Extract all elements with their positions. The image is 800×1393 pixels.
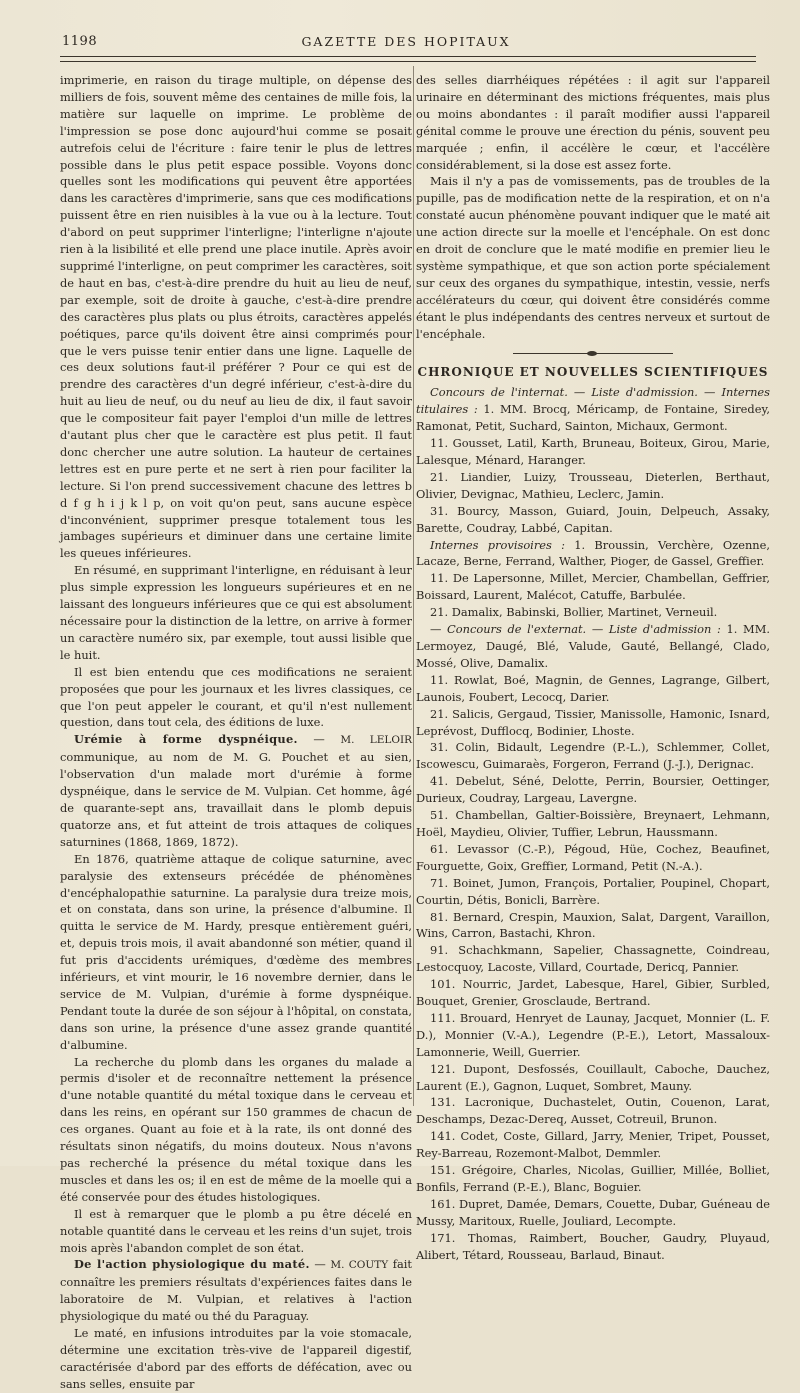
right-column bbox=[416, 72, 770, 1264]
left-column bbox=[60, 72, 412, 1393]
list-entry: 11. De Lapersonne, Millet, Mercier, Chambellan, Geffrier, Boissard, Laurent, Malécot, Catuffe, Barbulée. bbox=[416, 571, 770, 603]
list-entry: 31. Bourcy, Masson, Guiard, Jouin, Delpeuch, Assaky, Barette, Coudray, Labbé, Capitan. bbox=[416, 503, 770, 535]
paragraph: En 1876, quatrième attaque de colique saturnine, avec paralysie des extenseurs précédée de phénomènes d'encéphalopathie saturnine. La paralysie dura treize mois, et on constata, dans son urine, la présence d'albumine. Il quitta le service de M. Hardy, presque entièrement guéri, et, depuis trois mois, il avait abandonné son métier, quand il fut pris d'accidents urémiques, d'œdème des membres inférieurs, et vint mourir, le 16 novembre dernier, dans le service de M. Vulpian, d'urémie à forme dyspnéique. Pendant toute la durée de son séjour à l'hôpital, on constata, dans son urine, la présence d'une assez grande quantité d'albumine. bbox=[60, 851, 412, 1052]
list-entry: 41. Debelut, Séné, Delotte, Perrin, Boursier, Oettinger, Durieux, Coudray, Largeau, Lavergne. bbox=[416, 774, 770, 806]
list-entry: 1. MM. Brocq, Méricamp, de Fontaine, Siredey, Ramonat, Petit, Suchard, Sainton, Michaux, Germont. bbox=[416, 402, 770, 434]
list-entry: 151. Grégoire, Charles, Nicolas, Guillier, Millée, Bolliet, Bonfils, Ferrand (P.-E.), Blanc, Boguier. bbox=[416, 1163, 770, 1194]
internes-provisoires bbox=[416, 537, 770, 571]
article-title-mate: De l'action physiologique du maté. bbox=[74, 1257, 310, 1272]
paragraph: imprimerie, en raison du tirage multiple, on dépense des milliers de fois, souvent même des centaines de mille fois, la matière sur laquelle on imprime. Le problème de l'impression se pose donc aujourd'hui comme se posait autrefois celui de l'écriture : faire tenir le plus de lettres possible dans le plus petit espace possible. Voyons donc quelles sont les modifications qui peuvent être apportées dans les caractères d'imprimerie, sans que ces modifications puissent être en rien nuisibles à la vue ou à la lecture. Tout d'abord on peut supprimer l'interligne; l'interligne n'ajoute rien à la lisibilité et elle prend une place inutile. Après avoir supprimé l'interligne, on peut comprimer les caractères, soit de haut en bas, c'est-à-dire prendre du huit au lieu de neuf, par exemple, soit de droite à gauche, c'est-à-dire prendre des caractères plus plats ou plus étroits, caractères appelés poétiques, parce qu'ils doivent être ainsi comprimés pour que le vers puisse tenir entier dans une ligne. Laquelle de ces deux solutions faut-il préférer ? Pour ce qui est de prendre des caractères d'un degré inférieur, c'est-à-dire du huit au lieu de neuf, ou du neuf au lieu de dix, il faut savoir que le compositeur fait payer l'emploi d'un mille de lettres d'autant plus cher que le caractère est plus petit. Il faut donc chercher une autre solution. La hauteur de certaines lettres est en pure perte et ne sert à rien pour faciliter la lecture. Si l'on prend successivement chacune des lettres b d f g h i j k l p, on voit qu'on peut, sans aucune espèce d'inconvénient, supprimer presque totalement tous les jambages supérieurs et diminuer dans une certaine limite les queues inférieures. bbox=[60, 73, 412, 561]
list-entry: 21. Liandier, Luizy, Trousseau, Dieterlen, Berthaut, Olivier, Devignac, Mathieu, Leclerc, Jamin. bbox=[416, 469, 770, 501]
paragraph: Il est à remarquer que le plomb a pu être décelé en notable quantité dans le cerveau et les reins d'un sujet, trois mois après l'abandon complet de son état. bbox=[60, 1206, 412, 1255]
section-separator bbox=[513, 353, 673, 354]
list-entry: 1. MM. Lermoyez, Daugé, Blé, Valude, Gauté, Bellangé, Clado, Mossé, Olive, Damalix. bbox=[416, 622, 770, 670]
paragraph: des selles diarrhéiques répétées : il agit sur l'appareil urinaire en déterminant des mictions fréquentes, mais plus ou moins abondantes : il paraît modifier aussi l'appareil génital comme le prouve une érection du pénis, souvent peu marquée ; enfin, il accélère le cœur, et l'accélère considérablement, si la dose est assez forte. bbox=[416, 73, 770, 172]
paragraph: Le maté, en infusions introduites par la voie stomacale, détermine une excitation très-vive de l'appareil digestif, caractérisée d'abord par des efforts de défécation, avec ou sans selles, ensuite par bbox=[60, 1326, 412, 1391]
concours-label: Concours de l'internat. — Liste d'admission. — Internes titulaires : bbox=[416, 385, 770, 417]
paragraph: Mais il n'y a pas de vomissements, pas de troubles de la pupille, pas de modification nette de la respiration, et on n'a constaté aucun phénomène pouvant indiquer que le maté ait une action directe sur la moelle et l'encéphale. On est donc en droit de conclure que le maté modifie en premier lieu le système sympathique, et que son action porte spécialement sur ceux des organes du sympathique, intestin, vessie, nerfs accélérateurs du cœur, qui doivent être considérés comme étant le plus indépendants des centres nerveux et surtout de l'encéphale. bbox=[416, 174, 770, 341]
page-number: 1198 bbox=[62, 34, 98, 49]
list-entry: 21. Damalix, Babinski, Bollier, Martinet, Verneuil. bbox=[430, 605, 718, 620]
list-entry: 101. Nourric, Jardet, Labesque, Harel, Gibier, Surbled, Bouquet, Grenier, Grosclaude, Bertrand. bbox=[416, 977, 770, 1009]
list-entry: 11. Rowlat, Boé, Magnin, de Gennes, Lagrange, Gilbert, Launois, Foubert, Lecocq, Darier. bbox=[416, 672, 770, 704]
mate-article: De l'action physiologique du maté. — M. COUTY fait connaître les premiers résultats d'expériences faites dans le laboratoire de M. Vulpian, et relatives à l'action physiologique du maté ou thé du Paraguay. bbox=[60, 1257, 412, 1324]
header-double-rule bbox=[60, 56, 756, 62]
list-entry: 91. Schachkmann, Sapelier, Chassagnette, Coindreau, Lestocquoy, Lacoste, Villard, Courtade, Dericq, Pannier. bbox=[416, 943, 770, 975]
article-intro: fait connaître les premiers résultats d'expériences faites dans le laboratoire de M. Vulpian, et relatives à l'action physiologique du maté ou thé du Paraguay. bbox=[60, 1257, 412, 1324]
paragraph: La recherche du plomb dans les organes du malade a permis d'isoler et de reconnaître nettement la présence d'une notable quantité du métal toxique dans le cerveau et dans les reins, en opérant sur 150 grammes de chacun de ces organes. Quant au foie et à la rate, ils ont donné des résultats sinon négatifs, du moins douteux. Nous n'avons pas recherché la présence du métal toxique dans les muscles et dans les os; il en est de même de la moelle qui a été conservée pour des études histologiques. bbox=[60, 1054, 412, 1204]
list-entry: 161. Dupret, Damée, Demars, Couette, Dubar, Guéneau de Mussy, Maritoux, Ruelle, Jouliard, Lecompte. bbox=[416, 1196, 770, 1228]
list-entry: 31. Colin, Bidault, Legendre (P.-L.), Schlemmer, Collet, Iscowescu, Guimaraès, Forgeron, Ferrand (J.-J.), Derignac. bbox=[416, 740, 770, 772]
article-title-uremie: Urémie à forme dyspnéique. bbox=[74, 732, 298, 747]
article-intro: communique, au nom de M. G. Pouchet et au sien, l'observation d'un malade mort d'urémie à forme dyspnéique, dans le service de M. Vulpian. Cet homme, âgé de quarante-sept ans, travaillait dans le plomb depuis quatorze ans, et fut atteint de trois attaques de coliques saturnines (1868, 1869, 1872). bbox=[60, 750, 412, 849]
concours-internat bbox=[416, 384, 770, 435]
list-entry: 171. Thomas, Raimbert, Boucher, Gaudry, Pluyaud, Alibert, Tétard, Rousseau, Barlaud, Binaut. bbox=[416, 1230, 770, 1262]
paragraph: Il est bien entendu que ces modifications ne seraient proposées que pour les journaux et les livres classiques, ce que l'on peut appeler le courant, et qu'il n'est nullement question, dans tout cela, des éditions de luxe. bbox=[60, 664, 412, 730]
uremie-article: Urémie à forme dyspnéique. — M. LELOIR communique, au nom de M. G. Pouchet et au sien, l'observation d'un malade mort d'urémie à forme dyspnéique, dans le service de M. Vulpian. Cet homme, âgé de quarante-sept ans, travaillait dans le plomb depuis quatorze ans, et fut atteint de trois attaques de coliques saturnines (1868, 1869, 1872). bbox=[60, 732, 413, 849]
list-entry: 131. Lacronique, Duchastelet, Outin, Couenon, Larat, Deschamps, Dezac-Dereq, Ausset, Cotreuil, Brunon. bbox=[416, 1095, 770, 1127]
article-author-leloir: M. LELOIR bbox=[340, 734, 413, 747]
provisoires-label: Internes provisoires : bbox=[430, 537, 565, 552]
externat-label: — Concours de l'externat. — Liste d'admission : bbox=[430, 622, 721, 637]
list-entry: 141. Codet, Coste, Gillard, Jarry, Menier, Tripet, Pousset, Rey-Barreau, Rozemont-Malbot, Demmler. bbox=[416, 1129, 770, 1161]
column-divider bbox=[413, 66, 414, 1106]
list-entry: 11. Gousset, Latil, Karth, Bruneau, Boiteux, Girou, Marie, Lalesque, Ménard, Haranger. bbox=[416, 436, 770, 468]
chronique-heading: CHRONIQUE ET NOUVELLES SCIENTIFIQUES bbox=[417, 364, 769, 379]
list-entry: 71. Boinet, Jumon, François, Portalier, Poupinel, Chopart, Courtin, Détis, Bonicli, Barrère. bbox=[416, 875, 770, 907]
article-author-couty: M. COUTY bbox=[330, 1259, 389, 1272]
list-entry: 81. Bernard, Crespin, Mauxion, Salat, Dargent, Varaillon, Wins, Carron, Bastachi, Khron. bbox=[416, 909, 770, 941]
concours-externat bbox=[416, 621, 770, 672]
list-entry: 21. Salicis, Gergaud, Tissier, Manissolle, Hamonic, Isnard, Leprévost, Dufflocq, Bodinier, Lhoste. bbox=[416, 706, 770, 738]
list-entry: 111. Brouard, Henryet de Launay, Jacquet, Monnier (L. F. D.), Monnier (V.-A.), Legendre (P.-E.), Letort, Massaloux-Lamonnerie, Weill, Guerrier. bbox=[416, 1010, 770, 1059]
page-header bbox=[56, 30, 756, 52]
list-entry: 61. Levassor (C.-P.), Pégoud, Hüe, Cochez, Beaufinet, Fourguette, Goix, Greffier, Lormand, Petit (N.-A.). bbox=[416, 841, 770, 873]
journal-title: GAZETTE DES HOPITAUX bbox=[301, 34, 511, 49]
paragraph: En résumé, en supprimant l'interligne, en réduisant à leur plus simple expression les longueurs supérieures et en ne laissant des longueurs inférieures que ce qui est absolument nécessaire pour la distinction de la lettre, on arrive à former un caractère numéro six, par exemple, tout aussi lisible que le huit. bbox=[60, 563, 412, 662]
list-entry: 1. Broussin, Verchère, Ozenne, Lacaze, Berne, Ferrand, Walther, Pioger, de Gassel, Greffier. bbox=[416, 537, 770, 569]
list-entry: 121. Dupont, Desfossés, Couillault, Caboche, Dauchez, Laurent (E.), Gagnon, Luquet, Sombret, Mauny. bbox=[416, 1061, 770, 1093]
list-entry: 51. Chambellan, Galtier-Boissière, Breynaert, Lehmann, Hoël, Maydieu, Olivier, Tuffier, Lebrun, Haussmann. bbox=[416, 808, 770, 839]
